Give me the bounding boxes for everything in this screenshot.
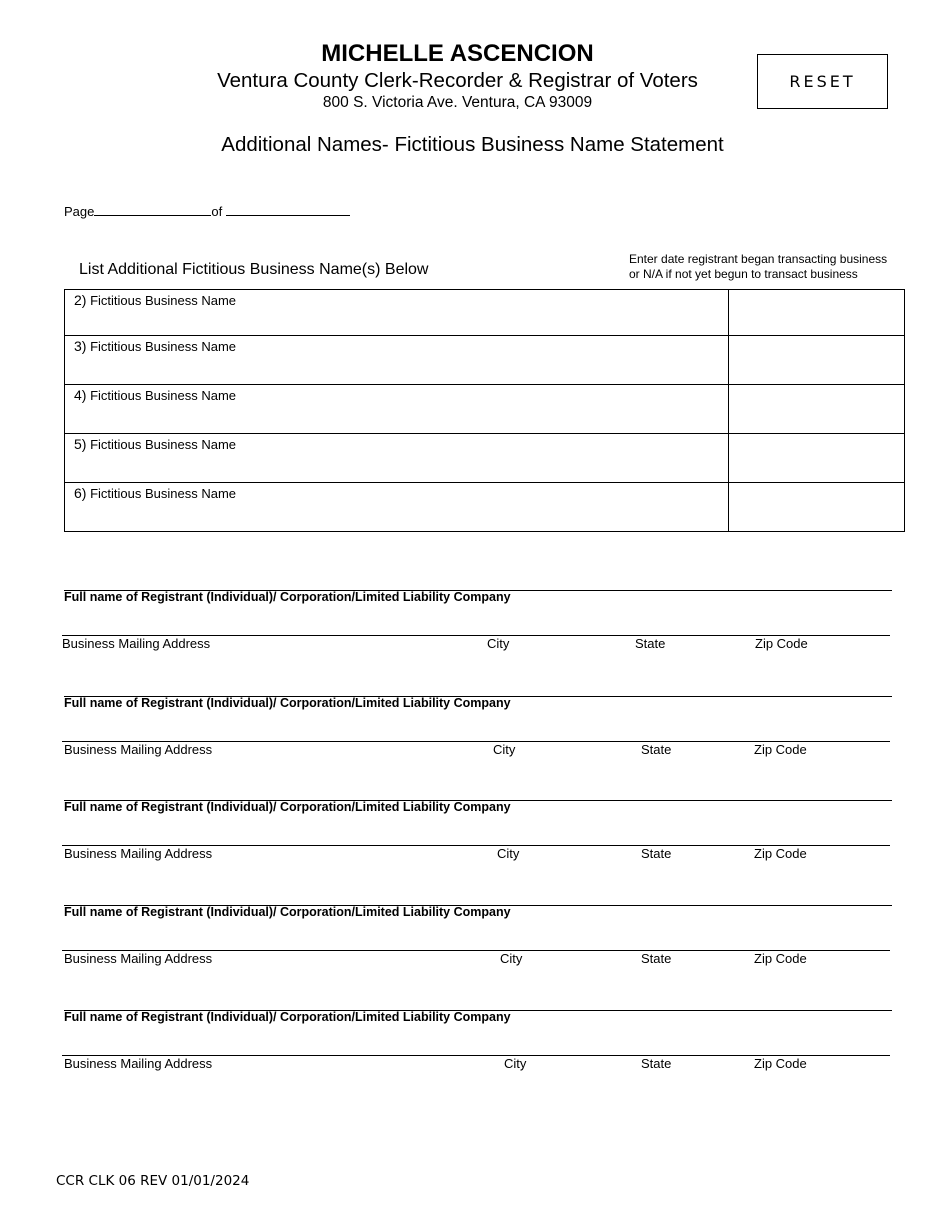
mailing-address-label: Business Mailing Address — [64, 951, 213, 966]
registrant-block — [0, 1010, 950, 1100]
row-number: 2) — [74, 292, 87, 308]
registrant-block — [0, 905, 950, 995]
state-label: State — [641, 1056, 672, 1071]
start-date-field[interactable] — [729, 385, 905, 434]
business-name-field[interactable] — [65, 483, 729, 532]
row-label: Fictitious Business Name — [90, 437, 237, 452]
start-date-field[interactable] — [729, 336, 905, 385]
official-name: MICHELLE ASCENCION — [321, 40, 594, 67]
business-name-field[interactable] — [65, 290, 729, 336]
registrant-name-label: Full name of Registrant (Individual)/ Corporation/Limited Liability Company — [64, 696, 511, 710]
start-date-field[interactable] — [729, 434, 905, 483]
row-number: 6) — [74, 485, 87, 501]
zip-code-label: Zip Code — [754, 1056, 807, 1071]
office-title: Ventura County Clerk-Recorder & Registrar of Voters — [217, 69, 698, 92]
reset-button[interactable]: RESET — [757, 54, 888, 109]
table-row — [65, 434, 905, 483]
form-title: Additional Names- Fictitious Business Name Statement — [221, 133, 724, 156]
state-label: State — [641, 742, 672, 757]
registrant-block — [0, 590, 950, 680]
city-label: City — [504, 1056, 527, 1071]
of-label: of — [211, 204, 223, 219]
zip-code-label: Zip Code — [754, 951, 807, 966]
row-number: 4) — [74, 387, 87, 403]
registrant-block — [0, 800, 950, 890]
row-label: Fictitious Business Name — [90, 388, 237, 403]
row-number: 5) — [74, 436, 87, 452]
table-row — [65, 483, 905, 532]
state-label: State — [641, 846, 672, 861]
city-label: City — [497, 846, 520, 861]
registrant-name-label: Full name of Registrant (Individual)/ Corporation/Limited Liability Company — [64, 590, 511, 604]
date-instruction-line1: Enter date registrant began transacting business — [629, 252, 888, 266]
date-instruction-line2: or N/A if not yet begun to transact business — [629, 266, 858, 281]
table-row — [65, 336, 905, 385]
total-pages-field[interactable] — [226, 203, 350, 216]
business-name-field[interactable] — [65, 336, 729, 385]
row-label: Fictitious Business Name — [90, 486, 237, 501]
list-heading: List Additional Fictitious Business Name(s) Below — [79, 261, 429, 278]
state-label: State — [641, 951, 672, 966]
zip-code-label: Zip Code — [754, 742, 807, 757]
row-label: Fictitious Business Name — [90, 293, 237, 308]
business-name-field[interactable] — [65, 434, 729, 483]
office-address: 800 S. Victoria Ave. Ventura, CA 93009 — [322, 94, 593, 111]
page-counter — [64, 203, 350, 219]
zip-code-label: Zip Code — [755, 636, 808, 651]
row-number: 3) — [74, 338, 87, 354]
mailing-address-label: Business Mailing Address — [64, 846, 213, 861]
start-date-field[interactable] — [729, 290, 905, 336]
form-number: CCR CLK 06 REV 01/01/2024 — [56, 1173, 250, 1189]
state-label: State — [635, 636, 666, 651]
start-date-field[interactable] — [729, 483, 905, 532]
registrant-name-label: Full name of Registrant (Individual)/ Corporation/Limited Liability Company — [64, 800, 511, 814]
registrant-name-label: Full name of Registrant (Individual)/ Corporation/Limited Liability Company — [64, 1010, 511, 1024]
table-row — [65, 385, 905, 434]
city-label: City — [493, 742, 516, 757]
business-names-table — [64, 289, 905, 532]
registrant-block — [0, 696, 950, 786]
city-label: City — [500, 951, 523, 966]
city-label: City — [487, 636, 510, 651]
registrant-name-label: Full name of Registrant (Individual)/ Corporation/Limited Liability Company — [64, 905, 511, 919]
zip-code-label: Zip Code — [754, 846, 807, 861]
mailing-address-label: Business Mailing Address — [62, 636, 211, 651]
table-row — [65, 290, 905, 336]
row-label: Fictitious Business Name — [90, 339, 237, 354]
mailing-address-label: Business Mailing Address — [64, 1056, 213, 1071]
page-label: Page — [64, 204, 95, 219]
business-name-field[interactable] — [65, 385, 729, 434]
mailing-address-label: Business Mailing Address — [64, 742, 213, 757]
page-number-field[interactable] — [94, 203, 211, 216]
date-instructions — [629, 252, 909, 281]
